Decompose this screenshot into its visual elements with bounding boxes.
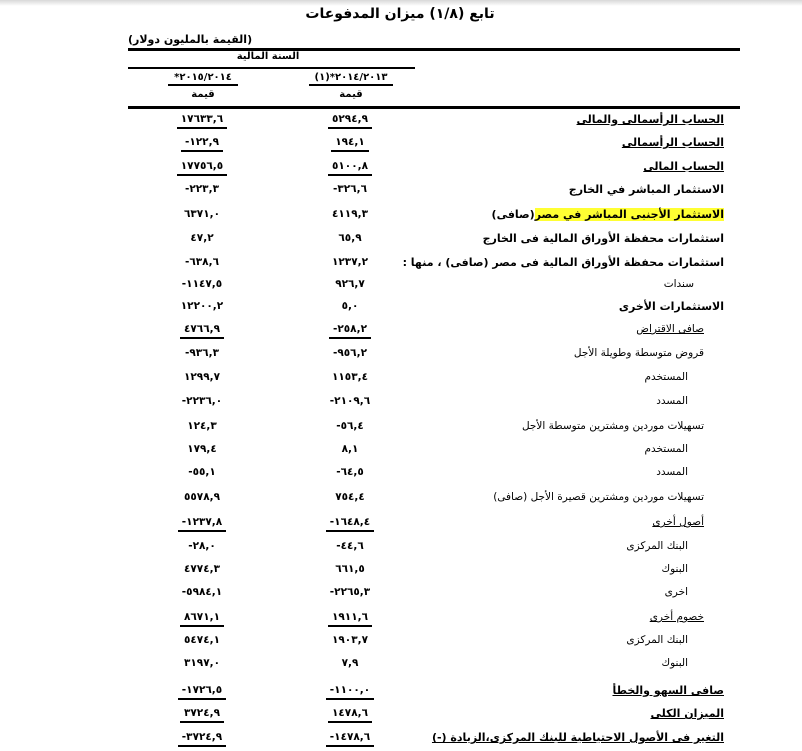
value-2014-2015 [162,611,242,623]
table-row [0,111,802,131]
value-2014-2015 [162,420,242,432]
value-2014-2015 [162,466,242,478]
value-text: -٥٩٨٤,١ [181,586,223,598]
row-label: الاستثمار المباشر في الخارج [568,183,724,196]
table-row [0,254,802,274]
value-text: -٦٤,٥ [336,466,364,478]
unit-note: (القيمة بالمليون دولار) [128,33,253,46]
value-text: ٤٧٦٦,٩ [180,323,224,339]
value-2013-2014 [310,491,390,503]
value-text: ٦٦١,٥ [335,563,365,575]
row-label: اخرى [664,586,688,598]
value-text: -٣٢٦,٦ [333,183,367,195]
row-label: قروض متوسطة وطويلة الأجل [573,347,704,359]
row-label: المستخدم [644,371,688,383]
value-2014-2015 [162,113,242,125]
table-row [0,561,802,581]
value-2013-2014 [310,634,390,646]
table-row [0,321,802,341]
row-label: أصول أخرى [652,516,704,528]
highlighted-text: الاستثمار الأجنبى المباشر في مصر [534,208,724,221]
value-text: -٢٥٨,٢ [329,323,371,339]
row-label: تسهيلات موردين ومشترين قصيرة الأجل (صافى) [493,491,704,503]
row-label: التغير فى الأصول الاحتياطية للبنك المركزى،الزيادة (-) [431,731,724,744]
row-label: خصوم أخرى [649,611,704,623]
value-text: ١٢٩٩,٧ [183,371,221,383]
value-2014-2015 [162,371,242,383]
value-2013-2014 [310,371,390,383]
value-text: ٩٢٦,٧ [335,278,365,290]
table-row [0,345,802,365]
value-text: -٢٨,٠ [188,540,216,552]
value-text: ٥٢٩٤,٩ [328,113,372,129]
value-2014-2015 [162,395,242,407]
value-2014-2015 [162,136,242,148]
value-2013-2014 [310,183,390,195]
value-text: -٢٢٣,٣ [185,183,219,195]
value-2014-2015 [162,657,242,669]
value-2013-2014 [310,466,390,478]
value-2014-2015 [162,731,242,743]
value-text: ١٩٤,١ [331,136,369,152]
table-row [0,181,802,201]
value-2014-2015 [162,323,242,335]
column-year: ٢٠١٥/٢٠١٤* [168,72,238,86]
value-2013-2014 [310,516,390,528]
value-2013-2014 [310,300,390,312]
value-2013-2014 [310,563,390,575]
value-text: ٤٧,٢ [190,232,214,244]
value-text: -٥٦,٤ [336,420,364,432]
value-2014-2015 [162,208,242,220]
value-text: ١٢٢٠٠,٢ [180,300,224,312]
table-row [0,538,802,558]
table-row [0,230,802,250]
value-2014-2015 [162,278,242,290]
fiscal-year-rule [128,67,415,69]
row-label: البنوك [661,563,688,575]
value-2014-2015 [162,516,242,528]
value-2013-2014 [310,256,390,268]
value-text: ٥٤٧٤,١ [183,634,221,646]
row-label: صافى السهو والخطأ [612,684,724,697]
value-2013-2014 [310,684,390,696]
table-row [0,655,802,675]
value-2013-2014 [310,731,390,743]
value-text: ١٧٦٣٣,٦ [177,113,227,129]
value-2014-2015 [162,540,242,552]
row-label: الميزان الكلى [650,707,724,720]
value-2014-2015 [162,300,242,312]
value-2014-2015 [162,256,242,268]
value-2014-2015 [162,684,242,696]
value-2014-2015 [162,232,242,244]
row-label: المستخدم [644,443,688,455]
table-row [0,276,802,296]
value-2013-2014 [310,278,390,290]
table-row [0,369,802,389]
row-label: الاستثمارات الأخرى [618,300,724,313]
row-label: الحساب الرأسمالى [621,136,724,149]
value-2013-2014 [310,136,390,148]
value-text: -٩٣٦,٣ [185,347,219,359]
value-2014-2015 [162,183,242,195]
table-row [0,298,802,318]
value-2013-2014 [310,208,390,220]
value-text: ٨٦٧١,١ [180,611,224,627]
value-text: ٧,٩ [341,657,359,669]
value-text: ١٧٩,٤ [187,443,217,455]
row-label-rest: (صافى) [491,208,535,221]
row-label: الحساب الرأسمالى والمالى [576,113,724,126]
value-2013-2014 [310,420,390,432]
value-2013-2014 [310,611,390,623]
value-text: -٦٣٨,٦ [185,256,219,268]
table-row [0,489,802,509]
value-text: ٨,١ [341,443,359,455]
table-row [0,206,802,226]
value-2014-2015 [162,707,242,719]
value-text: -١٢٢,٩ [181,136,223,152]
row-label: تسهيلات موردين ومشترين متوسطة الأجل [521,420,704,432]
fiscal-year-label: السنة المالية [236,51,300,62]
value-text: -١٧٢٦,٥ [178,684,226,700]
value-2013-2014 [310,586,390,598]
value-text: ٥٥٧٨,٩ [183,491,221,503]
value-2013-2014 [310,113,390,125]
value-text: ٤١١٩,٣ [331,208,369,220]
value-2014-2015 [162,634,242,646]
value-text: ٦٣٧١,٠ [183,208,221,220]
value-text: ١٧٧٥٦,٥ [177,160,227,176]
value-text: -٢٢٣٦,٠ [181,395,223,407]
value-text: ٥,٠ [341,300,359,312]
value-text: ٣١٩٧,٠ [183,657,221,669]
table-row [0,632,802,652]
value-text: ٧٥٤,٤ [335,491,365,503]
value-text: ١٩٠٣,٧ [331,634,369,646]
table-row [0,682,802,702]
value-text: -٩٥٦,٢ [333,347,367,359]
value-2014-2015 [162,347,242,359]
value-text: -٢٢٦٥,٣ [329,586,371,598]
value-text: ٥١٠٠,٨ [328,160,372,176]
column-year: ٢٠١٤/٢٠١٣*(١) [309,72,394,86]
table-row [0,705,802,725]
value-2013-2014 [310,443,390,455]
row-label [492,208,724,221]
row-label: البنك المركزى [626,540,688,552]
value-text: -١٤٧٨,٦ [326,731,374,747]
row-label: سندات [663,278,694,290]
row-label: البنك المركزى [626,634,688,646]
table-row [0,393,802,413]
column-header-2014-2015 [148,72,258,100]
value-2014-2015 [162,491,242,503]
value-text: -٢١٠٩,٦ [329,395,371,407]
row-label: استثمارات محفظة الأوراق المالية فى الخارج [482,232,724,245]
value-text: -١١٤٧,٥ [181,278,223,290]
value-text: ٤٧٧٤,٣ [183,563,221,575]
value-2014-2015 [162,563,242,575]
value-text: -٤٤,٦ [336,540,364,552]
row-label: استثمارات محفظة الأوراق المالية فى مصر (صافى) ، منها : [402,256,724,269]
value-text: -٥٥,١ [188,466,216,478]
table-row [0,584,802,604]
table-row [0,418,802,438]
value-text: ٣٧٢٤,٩ [180,707,224,723]
header-bottom-rule [128,106,740,109]
column-header-2013-2014 [296,72,406,100]
row-label: البنوك [661,657,688,669]
value-text: ١٢٤,٣ [187,420,217,432]
value-2013-2014 [310,160,390,172]
value-2014-2015 [162,443,242,455]
value-2014-2015 [162,586,242,598]
value-text: ١١٥٣,٤ [331,371,369,383]
table-row [0,464,802,484]
value-text: ١٤٧٨,٦ [328,707,372,723]
value-2013-2014 [310,657,390,669]
table-row [0,514,802,534]
value-text: -١١٠٠,٠ [326,684,374,700]
page-title: تابع (١/٨) ميزان المدفوعات [305,6,495,22]
value-text: -٣٧٢٤,٩ [178,731,226,747]
value-2013-2014 [310,232,390,244]
row-label: المسدد [656,395,688,407]
column-subheader: قيمة [339,89,363,100]
table-row [0,609,802,629]
value-text: ٦٥,٩ [338,232,362,244]
value-text: ١٩١١,٦ [328,611,372,627]
table-row [0,441,802,461]
value-text: ١٢٣٧,٢ [331,256,369,268]
table-row [0,134,802,154]
value-text: -١٦٤٨,٤ [326,516,374,532]
value-2013-2014 [310,540,390,552]
row-label: صافى الاقتراض [636,323,704,335]
value-2013-2014 [310,707,390,719]
row-label: المسدد [656,466,688,478]
value-2013-2014 [310,323,390,335]
value-text: -١٢٣٧,٨ [178,516,226,532]
table-row [0,729,802,749]
value-2013-2014 [310,347,390,359]
table-row [0,158,802,178]
value-2013-2014 [310,395,390,407]
column-subheader: قيمة [191,89,215,100]
row-label: الحساب المالى [643,160,724,173]
value-2014-2015 [162,160,242,172]
